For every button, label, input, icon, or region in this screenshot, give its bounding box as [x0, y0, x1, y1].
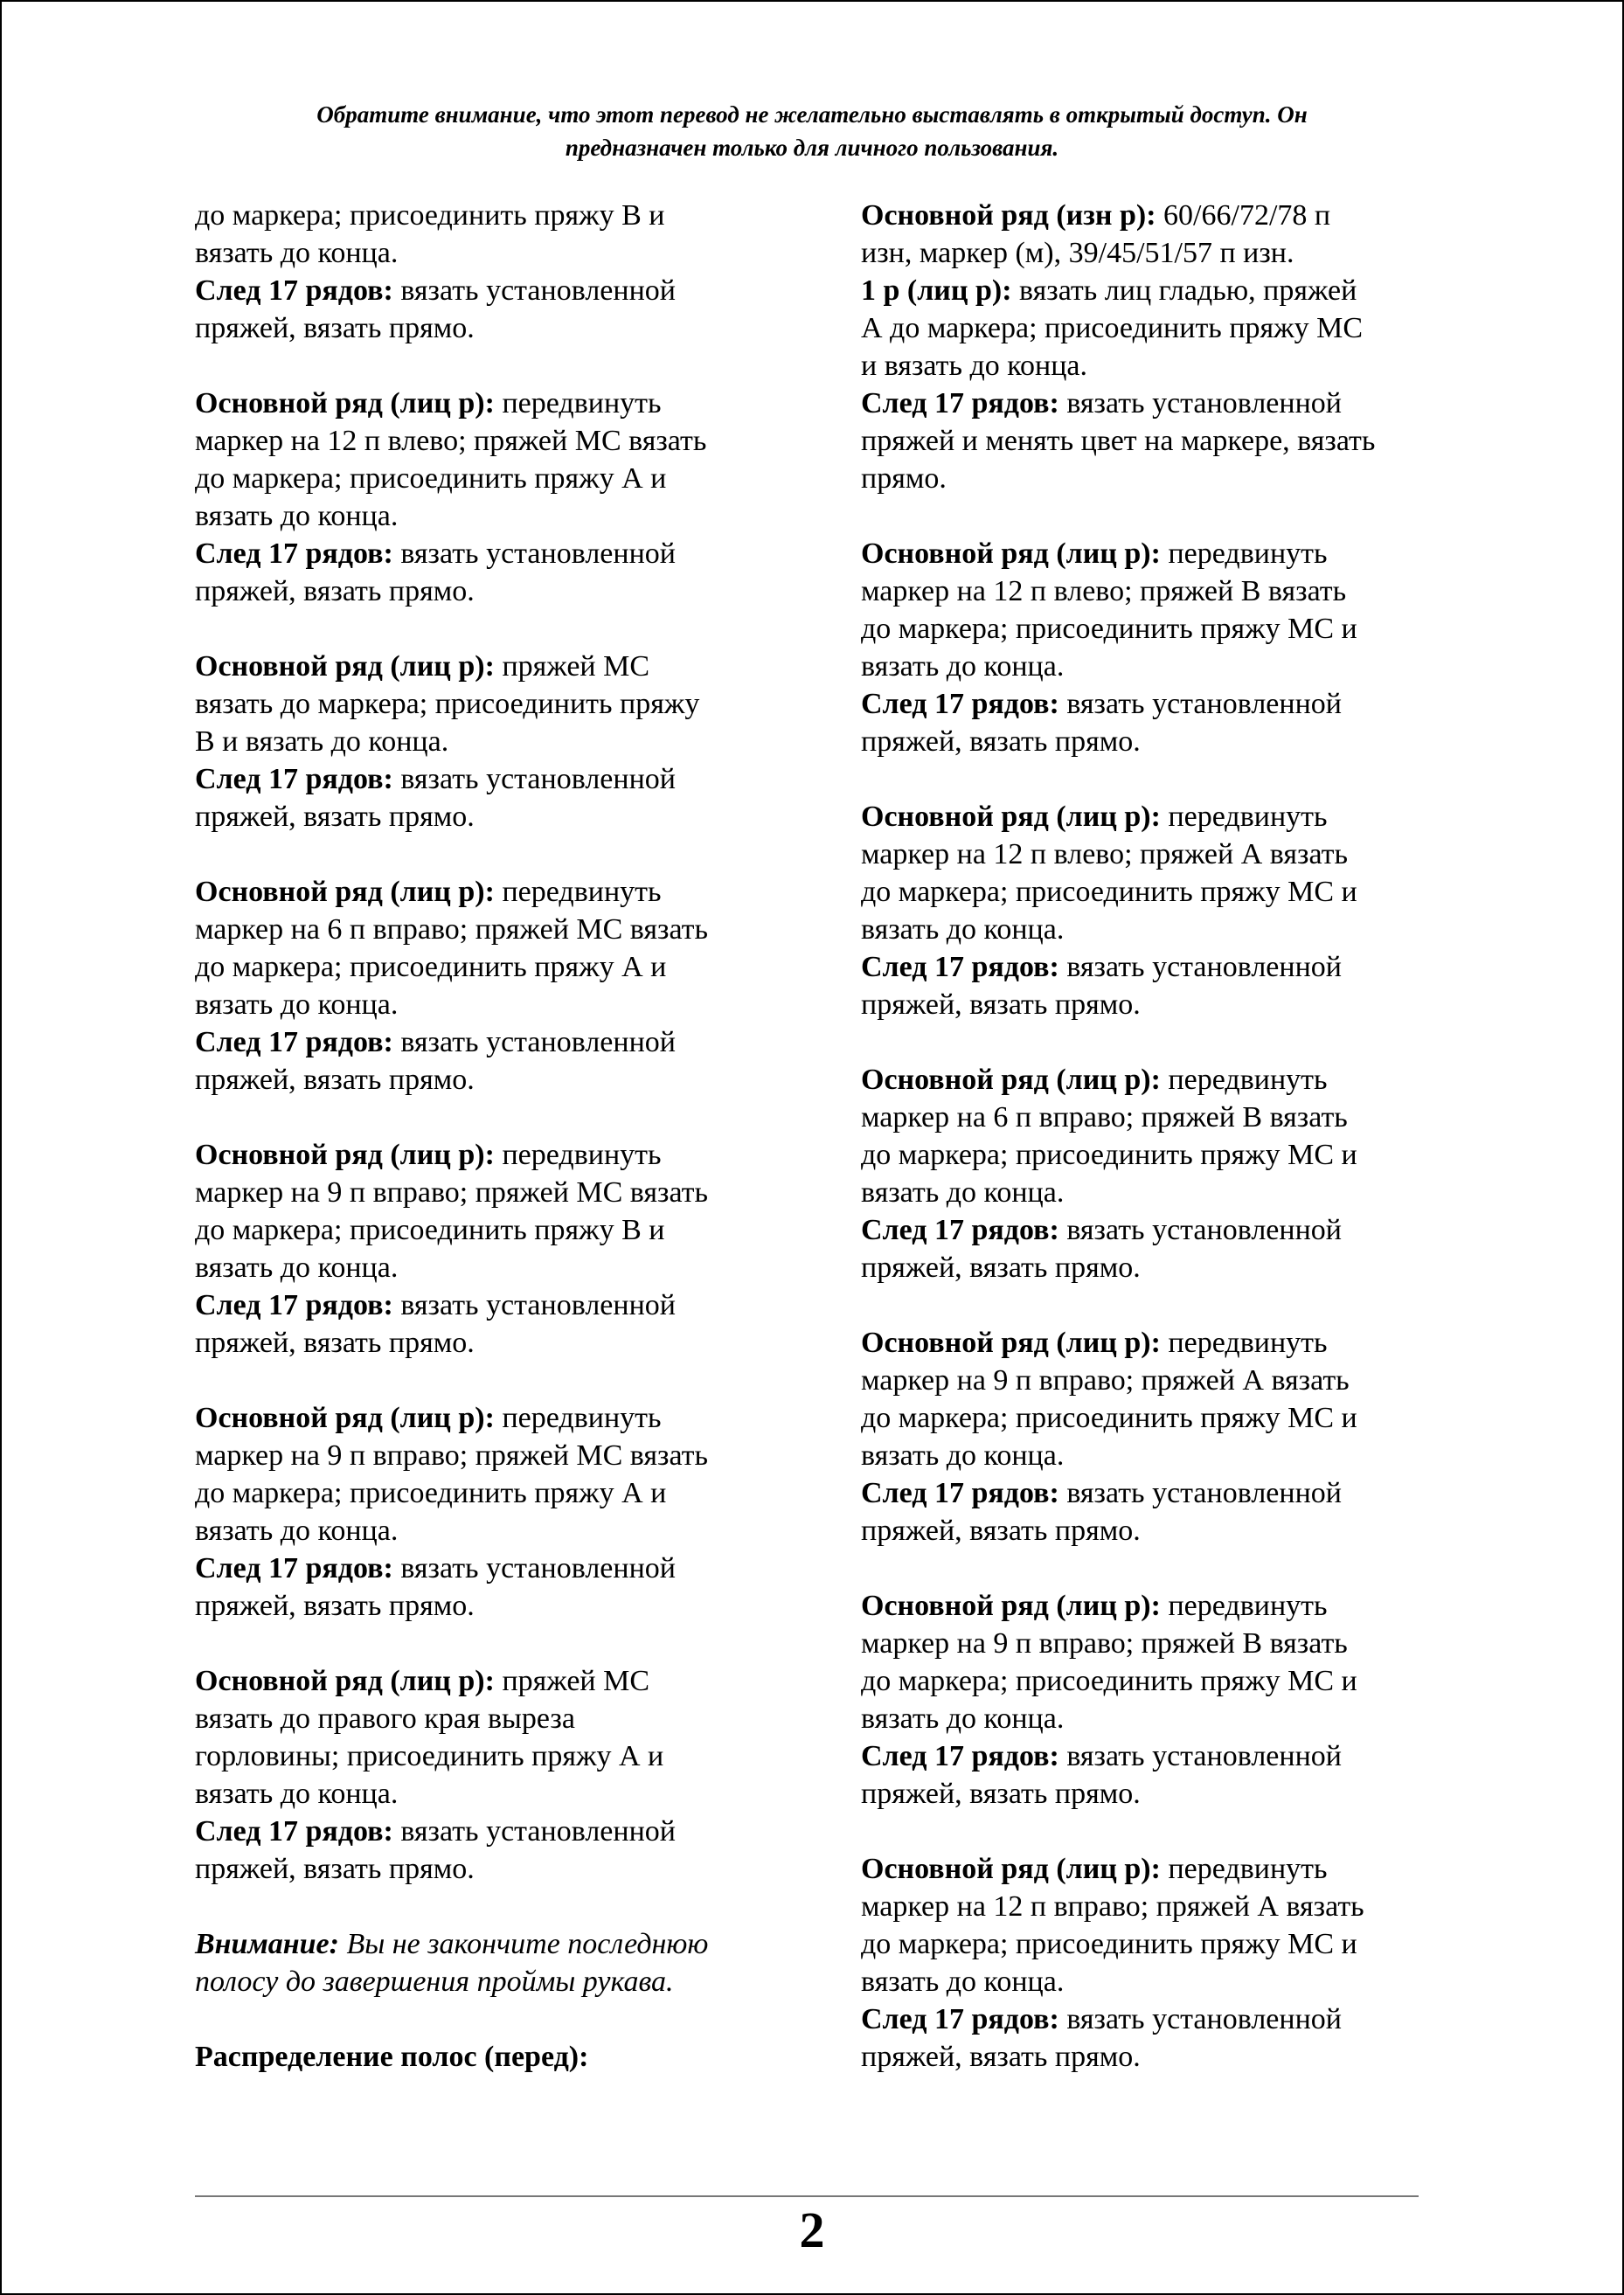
- text-line: вязать до конца.: [861, 1966, 1065, 1998]
- note-text: Вы не закончите последнюю: [338, 1928, 709, 1960]
- row-text: вязать установленной: [392, 537, 676, 570]
- text-line: прямо.: [861, 462, 947, 495]
- row-text: вязать установленной: [1058, 1477, 1342, 1509]
- text-line: [861, 197, 1447, 234]
- text-line: маркер на 12 п вправо; пряжей А вязать: [861, 1890, 1364, 1923]
- instruction-block: [861, 197, 1447, 497]
- text-line: горловины; присоединить пряжу А и: [195, 1740, 664, 1772]
- text-line: [195, 385, 781, 422]
- text-line: до маркера; присоединить пряжу А и: [195, 462, 667, 495]
- note-label: Внимание:: [195, 1928, 339, 1960]
- instruction-block: [195, 1136, 781, 1362]
- row-label: След 17 рядов:: [195, 1552, 393, 1584]
- row-text: вязать установленной: [392, 763, 676, 795]
- text-line: пряжей, вязать прямо.: [195, 1064, 475, 1096]
- row-text: передвинуть: [494, 1402, 662, 1434]
- row-text: 60/66/72/78 п: [1156, 199, 1331, 232]
- text-line: [861, 1737, 1447, 1775]
- text-line: пряжей, вязать прямо.: [861, 725, 1141, 758]
- text-line: маркер на 12 п влево; пряжей МС вязать: [195, 425, 707, 457]
- text-line: до маркера; присоединить пряжу МС и: [861, 876, 1357, 908]
- text-line: до маркера; присоединить пряжу А и: [195, 1477, 667, 1509]
- text-line: [861, 1324, 1447, 1362]
- text-line: до маркера; присоединить пряжу А и: [195, 951, 667, 983]
- text-line: [861, 385, 1447, 422]
- text-line: [861, 1474, 1447, 1512]
- text-line: пряжей, вязать прямо.: [195, 312, 475, 344]
- row-label: Основной ряд (лиц р):: [195, 1402, 495, 1434]
- text-line: маркер на 9 п вправо; пряжей В вязать: [861, 1627, 1348, 1660]
- text-line: пряжей, вязать прямо.: [861, 988, 1141, 1021]
- text-line: пряжей, вязать прямо.: [861, 1778, 1141, 1810]
- row-label: Основной ряд (изн р):: [861, 199, 1156, 232]
- text-line: пряжей, вязать прямо.: [195, 575, 475, 607]
- row-label: Основной ряд (лиц р):: [861, 1327, 1161, 1359]
- row-text: вязать лиц гладью, пряжей: [1011, 274, 1357, 307]
- instruction-block: [195, 1662, 781, 1888]
- row-text: вязать установленной: [392, 1552, 676, 1584]
- right-column: [861, 197, 1447, 2113]
- row-label: След 17 рядов:: [861, 2003, 1059, 2035]
- row-label: Основной ряд (лиц р):: [195, 650, 495, 683]
- text-line: вязать до конца.: [195, 1252, 399, 1284]
- text-line: [195, 535, 781, 572]
- text-line: вязать до конца.: [861, 1702, 1065, 1735]
- text-line: до маркера; присоединить пряжу МС и: [861, 1402, 1357, 1434]
- text-line: [861, 1850, 1447, 1888]
- text-line: пряжей, вязать прямо.: [861, 1252, 1141, 1284]
- text-line: и вязать до конца.: [861, 350, 1088, 382]
- row-text: вязать установленной: [1058, 1740, 1342, 1772]
- text-line: [861, 948, 1447, 986]
- text-line: В и вязать до конца.: [195, 725, 449, 758]
- text-line: А до маркера; присоединить пряжу МС: [861, 312, 1364, 344]
- row-text: передвинуть: [494, 1139, 662, 1171]
- text-line: [195, 760, 781, 798]
- attention-note: [195, 1925, 781, 2000]
- text-line: [195, 1813, 781, 1850]
- text-line: вязать до конца.: [195, 1778, 399, 1810]
- text-line: вязать до маркера; присоединить пряжу: [195, 688, 700, 720]
- text-line: [861, 1211, 1447, 1249]
- row-label: Основной ряд (лиц р):: [195, 1139, 495, 1171]
- text-line: маркер на 6 п вправо; пряжей В вязать: [861, 1101, 1348, 1134]
- text-line: пряжей, вязать прямо.: [195, 801, 475, 833]
- text-line: маркер на 12 п влево; пряжей А вязать: [861, 838, 1349, 870]
- row-text: пряжей МС: [494, 1665, 650, 1697]
- row-label: След 17 рядов:: [195, 537, 393, 570]
- row-label: След 17 рядов:: [195, 763, 393, 795]
- row-text: передвинуть: [1160, 1327, 1328, 1359]
- row-text: передвинуть: [1160, 1853, 1328, 1885]
- text-line: [861, 1061, 1447, 1099]
- instruction-block: [195, 873, 781, 1099]
- text-line: изн, маркер (м), 39/45/51/57 п изн.: [861, 237, 1294, 269]
- text-line: вязать до конца.: [861, 650, 1065, 683]
- text-line: [195, 272, 781, 309]
- instruction-block: [861, 798, 1447, 1023]
- row-text: вязать установленной: [392, 1815, 676, 1848]
- row-label: След 17 рядов:: [861, 1214, 1059, 1246]
- row-text: вязать установленной: [392, 1026, 676, 1058]
- text-line: до маркера; присоединить пряжу В и: [195, 199, 665, 232]
- text-line: маркер на 9 п вправо; пряжей МС вязать: [195, 1439, 709, 1472]
- row-label: След 17 рядов:: [195, 1815, 393, 1848]
- text-line: полосу до завершения проймы рукава.: [195, 1966, 674, 1998]
- row-label: След 17 рядов:: [195, 1289, 393, 1321]
- text-line: [861, 2000, 1447, 2038]
- instruction-block: [861, 1850, 1447, 2076]
- page-number: 2: [799, 2201, 825, 2258]
- row-label: След 17 рядов:: [861, 387, 1059, 419]
- text-line: [861, 272, 1447, 309]
- text-line: до маркера; присоединить пряжу МС и: [861, 1139, 1357, 1171]
- instruction-block: [861, 1587, 1447, 1813]
- text-line: маркер на 9 п вправо; пряжей А вязать: [861, 1364, 1350, 1397]
- row-label: Основной ряд (лиц р):: [861, 801, 1161, 833]
- row-label: След 17 рядов:: [195, 1026, 393, 1058]
- text-line: вязать до конца.: [861, 913, 1065, 946]
- row-label: Основной ряд (лиц р):: [861, 1853, 1161, 1885]
- text-line: пряжей, вязать прямо.: [861, 2041, 1141, 2073]
- text-line: [195, 873, 781, 911]
- text-line: вязать до конца.: [195, 237, 399, 269]
- instruction-block: [195, 385, 781, 610]
- text-line: вязать до конца.: [195, 988, 399, 1021]
- row-label: Основной ряд (лиц р):: [861, 1064, 1161, 1096]
- instruction-block: [195, 1399, 781, 1625]
- row-label: След 17 рядов:: [861, 951, 1059, 983]
- text-line: пряжей, вязать прямо.: [195, 1853, 475, 1885]
- row-label: Основной ряд (лиц р):: [195, 876, 495, 908]
- text-line: пряжей, вязать прямо.: [195, 1590, 475, 1622]
- row-text: вязать установленной: [1058, 688, 1342, 720]
- disclaimer-line: предназначен только для личного пользования.: [565, 135, 1059, 161]
- text-line: вязать до конца.: [195, 1515, 399, 1547]
- row-label: След 17 рядов:: [861, 688, 1059, 720]
- text-line: пряжей, вязать прямо.: [861, 1515, 1141, 1547]
- row-label: Основной ряд (лиц р):: [861, 1590, 1161, 1622]
- text-line: [195, 1925, 781, 1963]
- row-label: 1 р (лиц р):: [861, 274, 1012, 307]
- text-line: до маркера; присоединить пряжу МС и: [861, 1665, 1357, 1697]
- text-line: маркер на 9 п вправо; пряжей МС вязать: [195, 1176, 709, 1209]
- left-column: [195, 197, 781, 2076]
- instruction-block: [861, 1324, 1447, 1550]
- text-line: маркер на 12 п влево; пряжей В вязать: [861, 575, 1347, 607]
- text-line: [195, 648, 781, 685]
- row-label: След 17 рядов:: [195, 274, 393, 307]
- row-text: вязать установленной: [1058, 2003, 1342, 2035]
- section-heading: Распределение полос (перед):: [195, 2041, 589, 2073]
- row-text: пряжей МС: [494, 650, 650, 683]
- text-line: до маркера; присоединить пряжу В и: [195, 1214, 665, 1246]
- disclaimer-line: Обратите внимание, что этот перевод не желательно выставлять в открытый доступ. Он: [316, 101, 1308, 128]
- row-text: вязать установленной: [1058, 1214, 1342, 1246]
- row-text: передвинуть: [494, 387, 662, 419]
- text-line: до маркера; присоединить пряжу МС и: [861, 613, 1357, 645]
- row-text: передвинуть: [1160, 801, 1328, 833]
- row-text: вязать установленной: [392, 1289, 676, 1321]
- row-text: вязать установленной: [1058, 951, 1342, 983]
- text-line: вязать до конца.: [861, 1439, 1065, 1472]
- row-text: передвинуть: [1160, 1064, 1328, 1096]
- row-label: Основной ряд (лиц р):: [861, 537, 1161, 570]
- row-text: передвинуть: [1160, 1590, 1328, 1622]
- disclaimer-header: [2, 98, 1622, 164]
- text-line: [195, 1136, 781, 1174]
- row-label: След 17 рядов:: [861, 1740, 1059, 1772]
- text-line: [195, 1286, 781, 1324]
- text-line: [195, 1399, 781, 1437]
- row-label: Основной ряд (лиц р):: [195, 387, 495, 419]
- text-line: [195, 1662, 781, 1700]
- text-line: [861, 798, 1447, 835]
- row-label: Основной ряд (лиц р):: [195, 1665, 495, 1697]
- text-line: пряжей, вязать прямо.: [195, 1327, 475, 1359]
- text-line: [195, 1023, 781, 1061]
- text-line: вязать до конца.: [861, 1176, 1065, 1209]
- instruction-block: [195, 648, 781, 835]
- instruction-block: [195, 197, 781, 347]
- row-label: След 17 рядов:: [861, 1477, 1059, 1509]
- text-line: пряжей и менять цвет на маркере, вязать: [861, 425, 1376, 457]
- row-text: вязать установленной: [1058, 387, 1342, 419]
- text-line: [195, 1550, 781, 1587]
- text-line: до маркера; присоединить пряжу МС и: [861, 1928, 1357, 1960]
- text-line: вязать до конца.: [195, 500, 399, 532]
- row-text: передвинуть: [494, 876, 662, 908]
- text-line: [861, 535, 1447, 572]
- instruction-block: [861, 1061, 1447, 1286]
- instruction-block: [861, 535, 1447, 760]
- text-line: [861, 685, 1447, 723]
- text-line: вязать до правого края выреза: [195, 1702, 575, 1735]
- row-text: передвинуть: [1160, 537, 1328, 570]
- text-line: [861, 1587, 1447, 1625]
- text-line: маркер на 6 п вправо; пряжей МС вязать: [195, 913, 709, 946]
- row-text: вязать установленной: [392, 274, 676, 307]
